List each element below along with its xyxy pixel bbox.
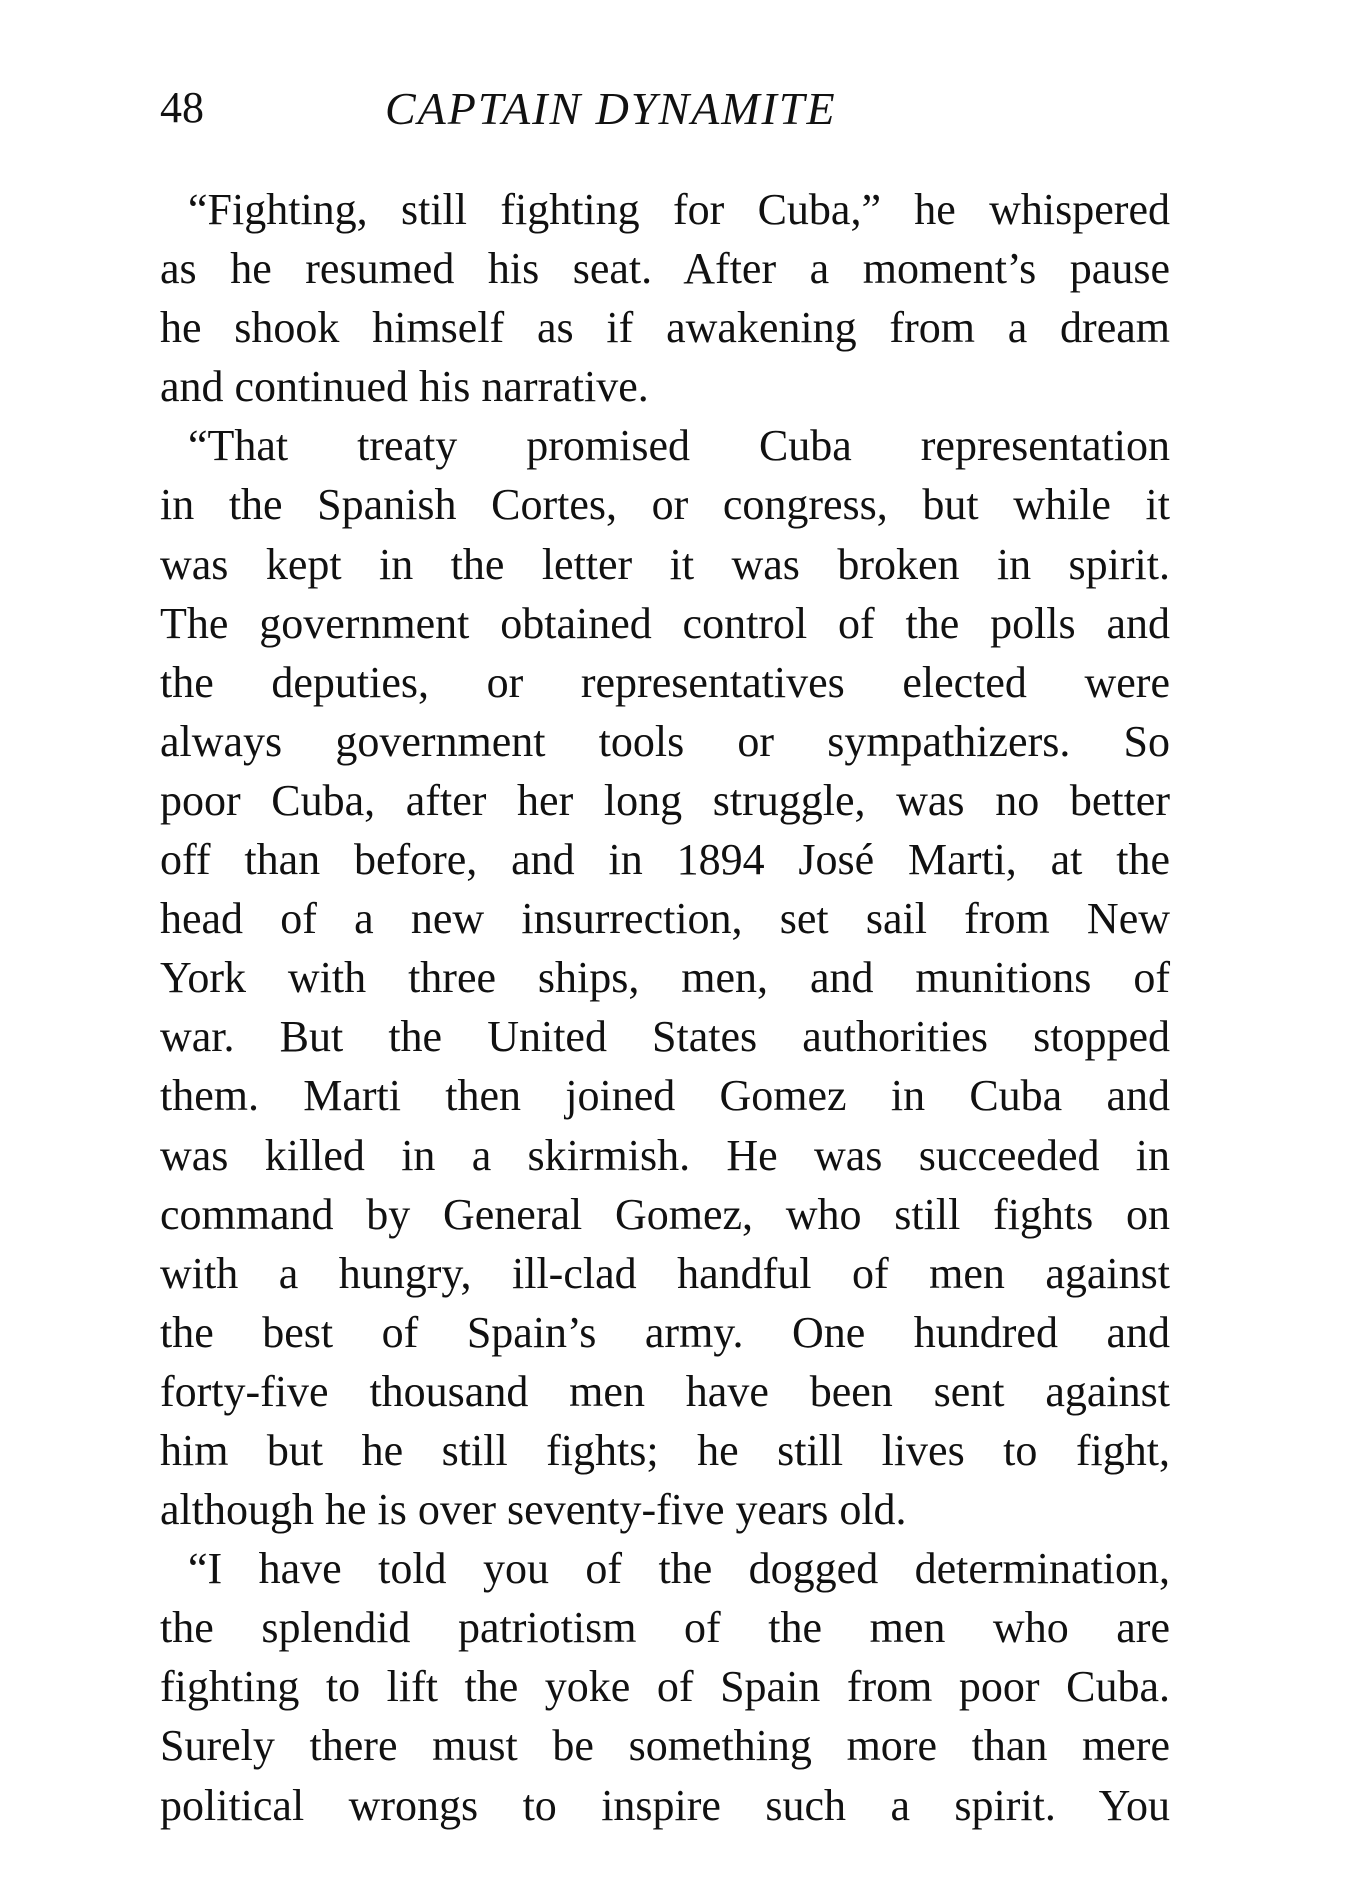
text-line: fighting to lift the yoke of Spain from poor Cuba. [160,1662,1170,1712]
running-title: CAPTAIN DYNAMITE [385,83,837,134]
text-line: off than before, and in 1894 José Marti, at the [160,835,1170,885]
text-line: poor Cuba, after her long struggle, was no better [160,775,1170,825]
page-number: 48 [160,83,204,132]
text-line: political wrongs to inspire such a spirit. You [160,1780,1170,1830]
text-line: York with three ships, men, and munitions of [160,953,1170,1003]
text-line: the splendid patriotism of the men who are [160,1603,1170,1653]
text-line: “I have told you of the dogged determination, [188,1544,1170,1594]
text-line: him but he still fights; he still lives to fight, [160,1425,1170,1475]
text-line: command by General Gomez, who still fights on [160,1189,1170,1239]
text-line: “That treaty promised Cuba representation [188,421,1170,471]
text-line: the deputies, or representatives elected were [160,657,1170,707]
text-line: Surely there must be something more than mere [160,1721,1170,1771]
text-line: the best of Spain’s army. One hundred and [160,1307,1170,1357]
text-line: although he is over seventy-five years old. [160,1485,907,1535]
text-line: was kept in the letter it was broken in spirit. [160,539,1170,589]
text-line: “Fighting, still fighting for Cuba,” he whispered [188,185,1170,234]
text-line: them. Marti then joined Gomez in Cuba and [160,1071,1170,1121]
running-header [160,82,1170,142]
text-line: was killed in a skirmish. He was succeeded in [160,1130,1170,1180]
text-line: always government tools or sympathizers. So [160,716,1170,766]
text-line: forty-five thousand men have been sent against [160,1366,1170,1416]
text-line: in the Spanish Cortes, or congress, but while it [160,480,1170,530]
text-line: he shook himself as if awakening from a dream [160,303,1170,353]
text-line: with a hungry, ill-clad handful of men against [160,1248,1170,1298]
text-line: war. But the United States authorities stopped [160,1012,1170,1062]
text-line: head of a new insurrection, set sail from New [160,894,1170,944]
text-line: and continued his narrative. [160,362,649,412]
text-line: as he resumed his seat. After a moment’s pause [160,244,1170,294]
page-body-text [160,180,1170,1835]
text-line: The government obtained control of the polls and [160,598,1170,648]
